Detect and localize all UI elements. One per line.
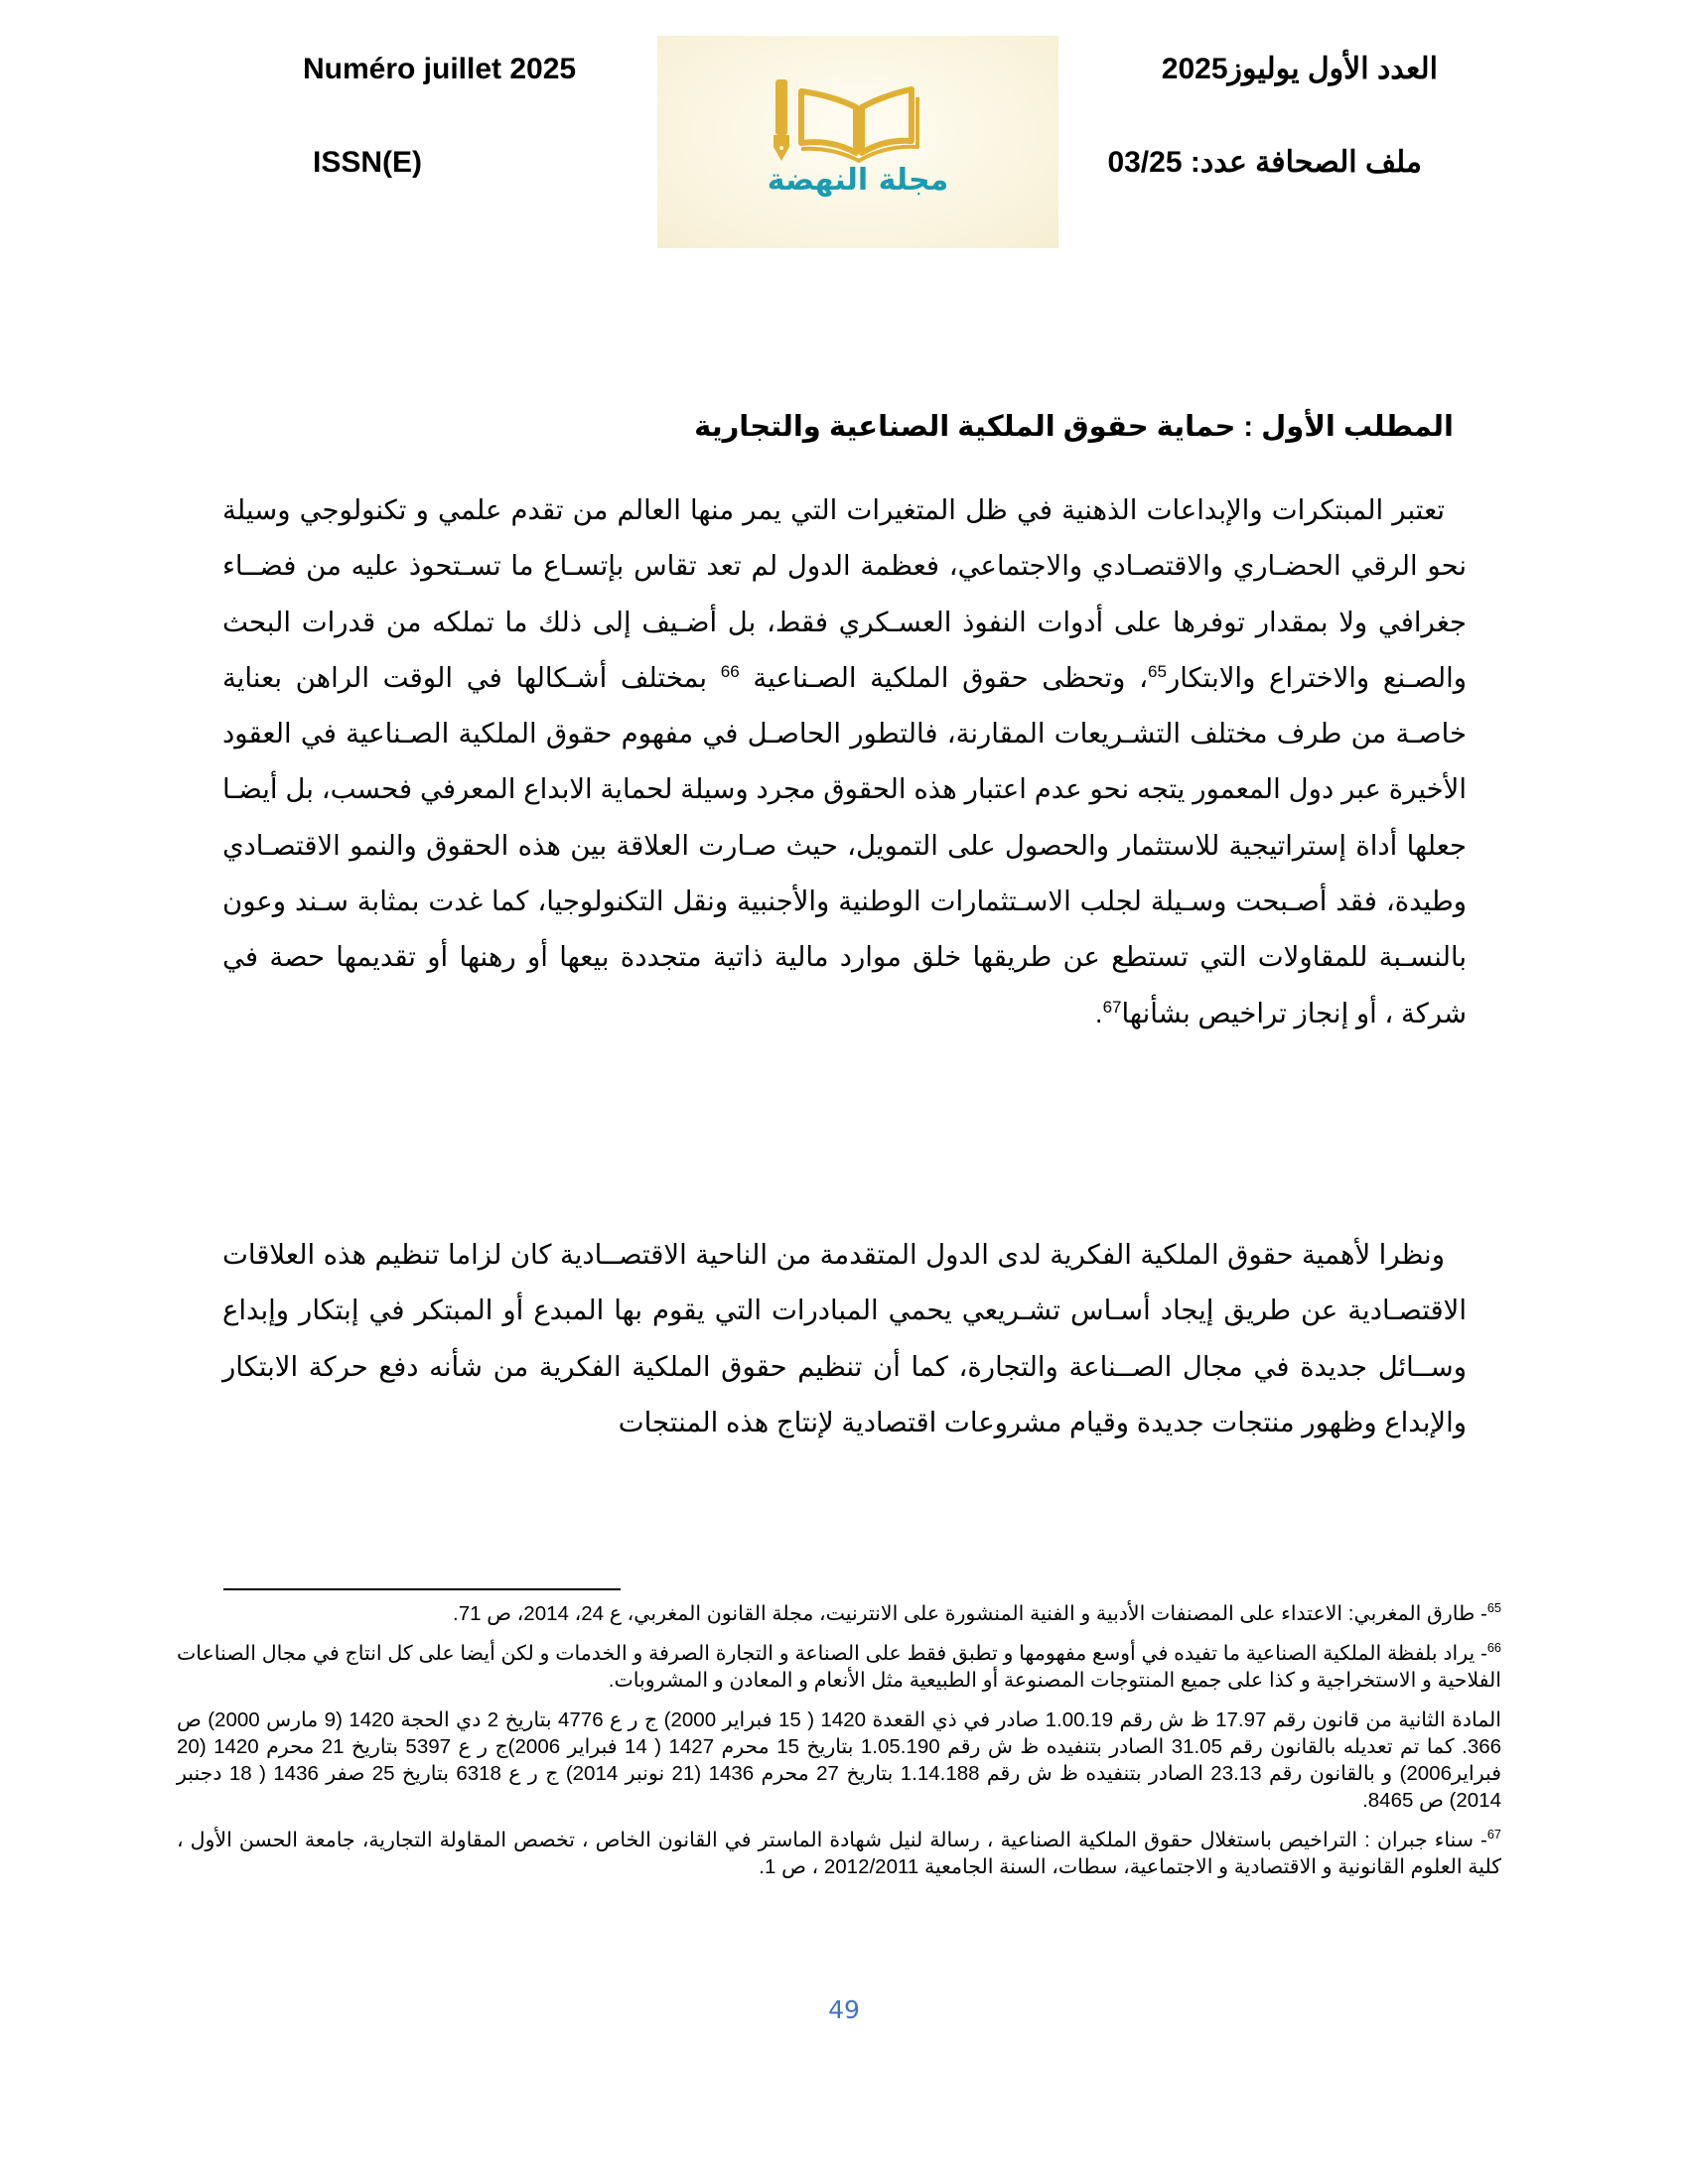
footnote-number: 66 (1486, 1640, 1501, 1656)
journal-logo (657, 36, 1058, 248)
footnote-65 (177, 1600, 1501, 1627)
paragraph-text: ونظرا لأهمية حقوق الملكية الفكرية لدى الدول المتقدمة من الناحية الاقتصــادية كان لزاما تنظيم هذه العلاقات الاقتصـادية عن طريق إيجاد أسـاس تشـريعي يحمي المبادرات التي يقوم بها المبدع أو المبتكر في إبتكار وإبداع وســائل جديدة في مجال الصــناعة والتجارة، كما أن تنظيم حقوق الملكية الفكرية من شأنه دفع حركة الابتكار والإبداع وظهور منتجات جديدة وقيام مشروعات اقتصادية لإنتاج هذه المنتجات (222, 1239, 1467, 1437)
footnote-number: 67 (1486, 1827, 1501, 1843)
footnote-66 (177, 1640, 1501, 1694)
footnote-text: - سناء جبران : التراخيص باستغلال حقوق الملكية الصناعية ، رسالة لنيل شهادة الماستر في القانون الخاص ، تخصص المقاولة التجارية، جامعة الحسن الأول ، كلية العلوم القانونية و الاقتصادية و الاجتماعية، سطات، السنة الجامعية 2012/2011 ، ص 1. (177, 1829, 1501, 1878)
footnote-text: - طارق المغربي: الاعتداء على المصنفات الأدبية و الفنية المنشورة على الانترنيت، مجلة القانون المغربي، ع 24، 2014، ص 71. (452, 1602, 1487, 1625)
open-book-with-pen-icon (657, 36, 1058, 175)
footnote-ref-65[interactable]: 65 (1148, 661, 1167, 681)
footnote-ref-66[interactable]: 66 (720, 661, 740, 681)
footnote-67 (177, 1827, 1501, 1880)
body-paragraph-2 (222, 1227, 1467, 1450)
footnote-text: المادة الثانية من قانون رقم 17.97 ظ ش رقم 1.00.19 صادر في ذي القعدة 1420 ( 15 فبراير 2000) ج ر ع 4776 بتاريخ 2 دي الحجة 1420 (9 مارس 2000) ص 366. كما تم تعديله بالقانون رقم 31.05 الصادر بتنفيده ظ ش رقم 1.05.190 بتاريخ 15 محرم 1427 ( 14 فبراير 2006)ج ر ع 5397 بتاريخ 21 محرم 1420 (20 فبراير2006) و بالقانون رقم 23.13 الصادر بتنفيده ظ ش رقم 1.14.188 بتاريخ 27 محرم 1436 (21 نونبر 2014) ج ر ع 6318 بتاريخ 25 صفر 1436 ( 18 دجنبر 2014) ص 8465. (177, 1708, 1502, 1812)
issn-label: ISSN(E) (313, 146, 423, 179)
paragraph-text: تعتبر المبتكرات والإبداعات الذهنية في ظل المتغيرات التي يمر منها العالم من تقدم علمي و تكنولوجي وسيلة نحو الرقي الحضـاري والاقتصـادي والاجتماعي، فعظمة الدول لم تعد تقاس بإتسـاع ما تسـتحوذ عليه من فضــاء جغرافي ولا بمقدار توفرها على أدوات النفوذ العسـكري فقط، بل أضـيف إلى ذلك ما تملكه من قدرات البحث والصـنع والاختراع والابتكار (222, 494, 1468, 693)
footnote-66-continuation (177, 1706, 1501, 1814)
footnote-ref-67[interactable]: 67 (1102, 997, 1122, 1017)
paragraph-text: . (1094, 997, 1103, 1028)
section-title: المطلب الأول : حماية حقوق الملكية الصناعية والتجارية (694, 411, 1454, 443)
body-paragraph-1 (222, 482, 1467, 1041)
page-number: 49 (828, 1995, 860, 2024)
paragraph-text: ، وتحظى حقوق الملكية الصـناعية (739, 661, 1148, 693)
journal-name: مجلة النهضة (767, 163, 949, 198)
press-file-number: ملف الصحافة عدد: 03/25 (1107, 146, 1422, 179)
issue-label-arabic: العدد الأول يوليوز2025 (1161, 53, 1438, 85)
paragraph-text: بمختلف أشـكالها في الوقت الراهن بعناية خاصـة من طرف مختلف التشـريعات المقارنة، فالتطور الحاصـل في مفهوم حقوق الملكية الصـناعية في العقود الأخيرة عبر دول المعمور يتجه نحو عدم اعتبار هذه الحقوق مجرد وسيلة لحماية الابداع المعرفي فحسب، بل أيضـا جعلها أداة إستراتيجية للاستثمار والحصول على التمويل، حيث صـارت العلاقة بين هذه الحقوق والنمو الاقتصـادي وطيدة، فقد أصـبحت وسـيلة لجلب الاسـتثمارات الوطنية والأجنبية ونقل التكنولوجيا، كما غدت بمثابة سـند وعون بالنسـبة للمقاولات التي تستطع عن طريقها خلق موارد مالية ذاتية متجددة بيعها أو رهنها أو تقديمها حصة في شركة ، أو إنجاز تراخيص بشأنها (222, 661, 1467, 1028)
footnote-text: - يراد بلفظة الملكية الصناعية ما تفيده في أوسع مفهومها و تطبق فقط على الصناعة و التجارة الصرفة و الخدمات و لكن أيضا على كل انتاج في مجال الصناعات الفلاحية و الاستخراجية و كذا على جميع المنتوجات المصنوعة أو الطبيعية مثل الأنعام و المعادن و المشروبات. (177, 1642, 1501, 1692)
footnotes (177, 1600, 1501, 1880)
issue-label-french: Numéro juillet 2025 (303, 53, 577, 85)
footnote-number: 65 (1486, 1600, 1501, 1616)
footnote-separator (223, 1588, 621, 1590)
